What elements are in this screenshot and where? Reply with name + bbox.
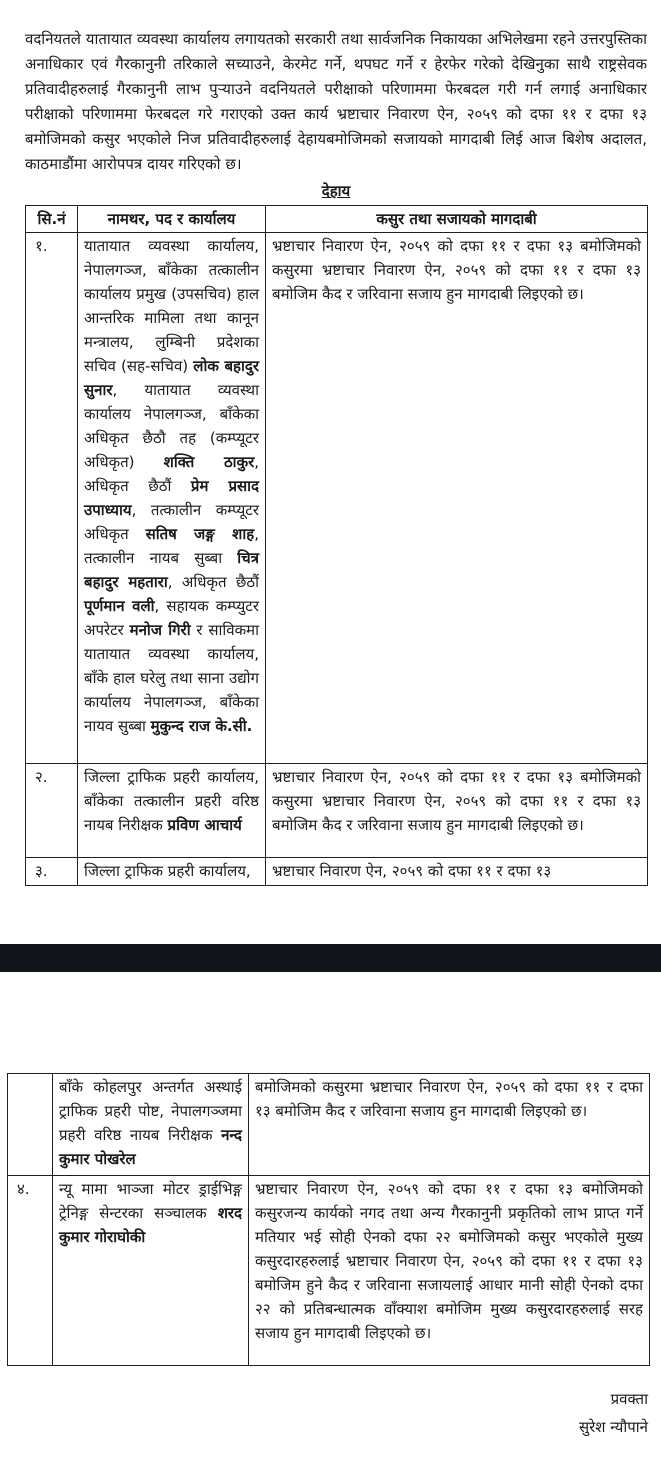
row1-serial-cell: १. [26, 233, 78, 764]
row1-charge-cell: भ्रष्टाचार निवारण ऐन, २०५९ को दफा ११ र दफा १३ बमोजिमको कसुरमा भ्रष्टाचार निवारण ऐन, २०५९ को दफा ११ र दफा १३ बमोजिम कैद र जरिवाना सजाय हुन मागदाबी लिइएको छ। [266, 233, 647, 764]
charges-table-bottom [7, 1073, 650, 1366]
section-heading: देहाय [321, 182, 351, 200]
row3-serial-cell: ३. [26, 858, 78, 885]
row4-serial-cell: ४. [8, 1176, 53, 1365]
row2-name-cell: जिल्ला ट्राफिक प्रहरी कार्यालय, बाँकेका तत्कालीन प्रहरी वरिष्ठ नायब निरीक्षक प्रविण आचार्य [78, 764, 266, 858]
row3-charge-cell: भ्रष्टाचार निवारण ऐन, २०५९ को दफा ११ र दफा १३ [272, 862, 552, 880]
charges-table-top [25, 205, 648, 886]
row2-charge-cell: भ्रष्टाचार निवारण ऐन, २०५९ को दफा ११ र दफा १३ बमोजिमको कसुरमा भ्रष्टाचार निवारण ऐन, २०५९ को दफा ११ र दफा १३ बमोजिम कैद र जरिवाना सजाय हुन मागदाबी लिइएको छ। [266, 764, 647, 858]
column-header-name-post-office: नामथर, पद र कार्यालय [78, 206, 266, 233]
column-header-charge-demand: कसुर तथा सजायको मागदाबी [266, 206, 647, 233]
row2-serial-cell: २. [26, 764, 78, 858]
page-separator-bar [0, 944, 661, 972]
row3-name-cell: जिल्ला ट्राफिक प्रहरी कार्यालय, [78, 858, 266, 885]
signature-name: सुरेश न्यौपाने [579, 1418, 648, 1436]
intro-paragraph: वदनियतले यातायात व्यवस्था कार्यालय लगायतको सरकारी तथा सार्वजनिक निकायका अभिलेखमा रहने उत्तरपुस्तिका अनाधिकार एवं गैरकानुनी तरिकाले सच्याउने, केरमेट गर्ने, थपघट गर्ने र हेरफेर गरेको देखिनुका साथै राष्ट्रसेवक प्रतिवादीहरुलाई गैरकानुनी लाभ पुऱ्याउने वदनियतले परीक्षाको परिणाममा फेरबदल गरी गर्न लगाई अनाधिकार परीक्षाको परिणाममा फेरबदल गरे गराएको उक्त कार्य भ्रष्टाचार निवारण ऐन, २०५९ को दफा ११ र दफा १३ बमोजिमको कसुर भएकोले निज प्रतिवादीहरुलाई देहायबमोजिमको सजायको मागदाबी लिई आज बिशेष अदालत, काठमाडौंमा आरोपपत्र दायर गरिएको छ। [25, 30, 647, 173]
signature-block [579, 1385, 648, 1441]
signature-role: प्रवक्ता [610, 1390, 648, 1408]
row3cont-charge-cell: बमोजिमको कसुरमा भ्रष्टाचार निवारण ऐन, २०५९ को दफा ११ र दफा १३ बमोजिम कैद र जरिवाना सजाय हुन मागदाबी लिइएको छ। [249, 1074, 649, 1176]
row3cont-serial-cell [8, 1074, 53, 1176]
column-header-serial: सि.नं [26, 206, 78, 233]
row4-charge-cell: भ्रष्टाचार निवारण ऐन, २०५९ को दफा ११ र दफा १३ बमोजिमको कसुरजन्य कार्यको नगद तथा अन्य गैरकानुनी प्रकृतिको लाभ प्राप्त गर्ने मतियार भई सोही ऐनको दफा २२ बमोजिमको कसुर भएकोले मुख्य कसुरदारहरुलाई भ्रष्टाचार निवारण ऐन, २०५९ को दफा ११ र दफा १३ बमोजिम हुने कैद र जरिवाना सजायलाई आधार मानी सोही ऐनको दफा २२ को प्रतिबन्धात्मक वाँक्याश बमोजिम मुख्य कसुरदारहरुलाई सरह सजाय हुन मागदाबी लिइएको छ। [255, 1180, 643, 1342]
row1-name-cell: यातायात व्यवस्था कार्यालय, नेपालगञ्ज, बाँकेका तत्कालीन कार्यालय प्रमुख (उपसचिव) हाल आन्तरिक मामिला तथा कानून मन्त्रालय, लुम्बिनी प्रदेशका सचिव (सह-सचिव) लोक बहादुर सुनार, यातायात व्यवस्था कार्यालय नेपालगञ्ज, बाँकेका अधिकृत छैठौ तह (कम्प्यूटर अधिकृत) शक्ति ठाकुर, अधिकृत छैठौं प्रेम प्रसाद उपाध्याय, तत्कालीन कम्प्यूटर अधिकृत सतिष जङ्ग शाह, तत्कालीन नायब सुब्बा चित्र बहादुर महतारा, अधिकृत छैठौं पूर्णमान वली, सहायक कम्प्युटर अपरेटर मनोज गिरी र साविकमा यातायात व्यवस्था कार्यालय, बाँके हाल घरेलु तथा साना उद्योग कार्यालय नेपालगञ्ज, बाँकेका नायव सुब्बा मुकुन्द राज के.सी. [78, 233, 266, 764]
row4-name-cell: न्यू मामा भाञ्जा मोटर ड्राईभिङ्ग ट्रेनिङ्ग सेन्टरका सञ्चालक शरद कुमार गोराघोकी [53, 1176, 249, 1365]
row3cont-name-cell: बाँके कोहलपुर अन्तर्गत अस्थाई ट्राफिक प्रहरी पोष्ट, नेपालगञ्जमा प्रहरी वरिष्ठ नायब निरीक्षक नन्द कुमार पोखरेल [53, 1074, 249, 1176]
